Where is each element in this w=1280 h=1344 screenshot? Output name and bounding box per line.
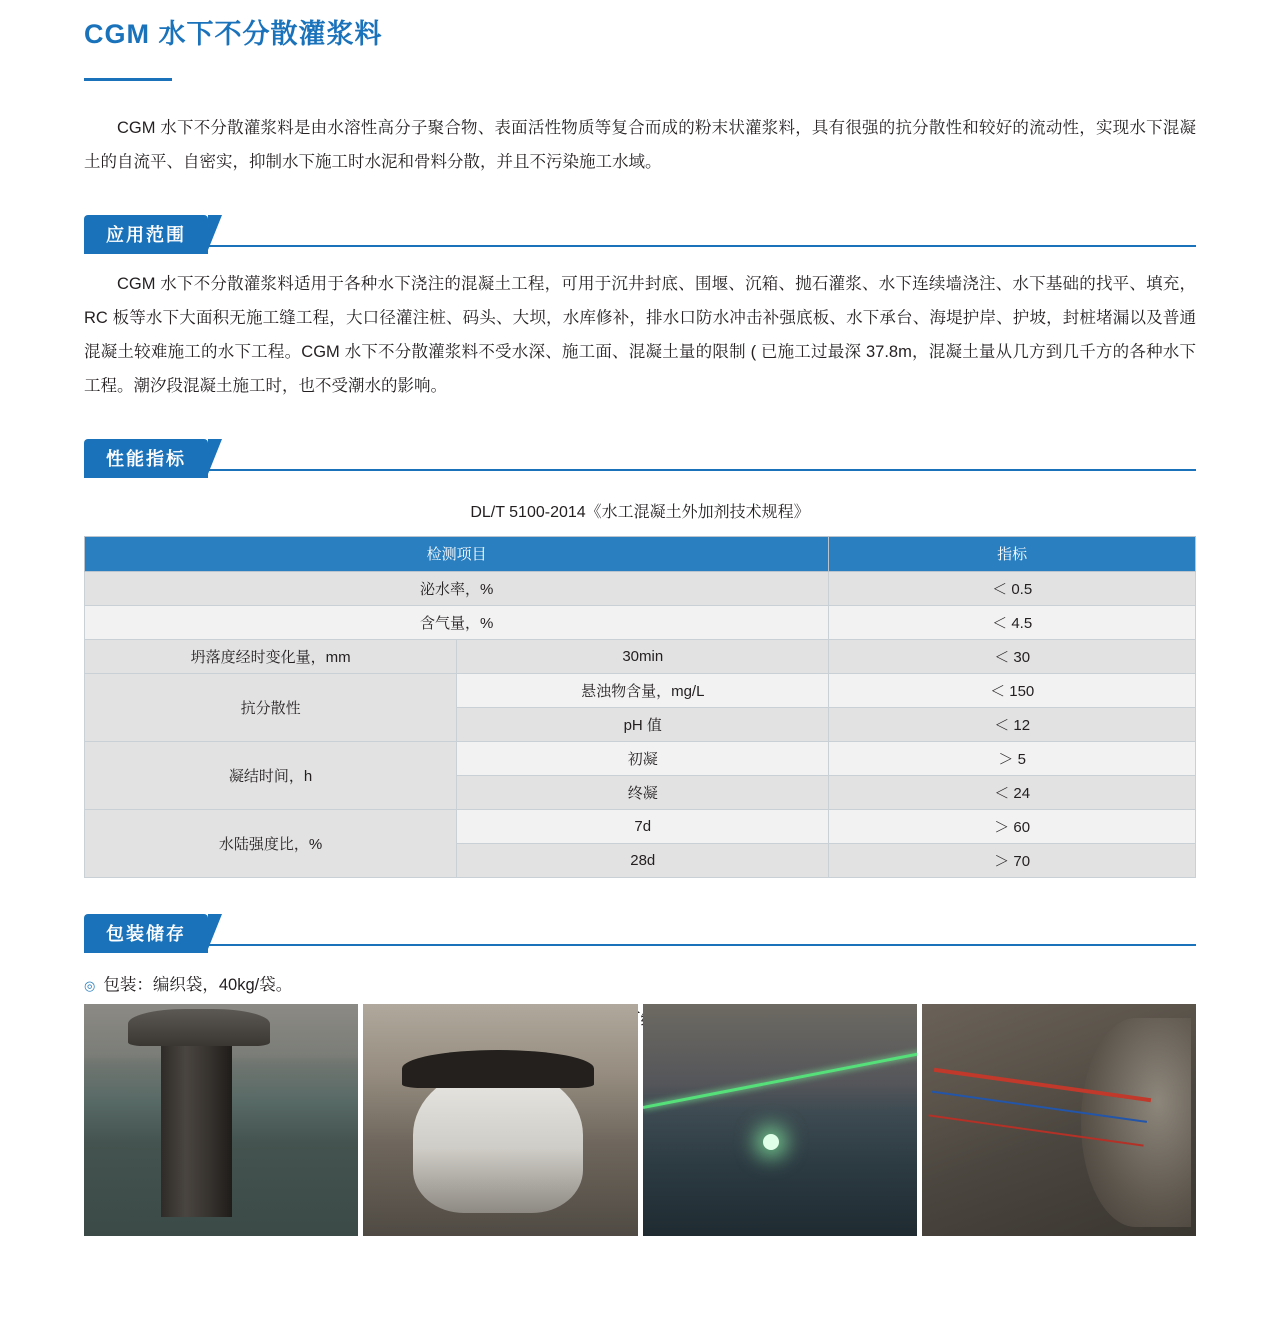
cell-sub: 终凝 (457, 775, 829, 809)
cell-sub: 初凝 (457, 741, 829, 775)
section-rule (84, 944, 1196, 946)
cell-value: ＜ 0.5 (829, 571, 1196, 605)
cell-item: 含气量，% (85, 605, 829, 639)
performance-table (84, 536, 1196, 878)
table-row (85, 605, 1196, 639)
table-row (85, 809, 1196, 843)
section-header-packaging (84, 914, 1196, 948)
section-title-packaging: 包装储存 (84, 914, 208, 953)
table-row (85, 571, 1196, 605)
cell-item: 坍落度经时变化量，mm (85, 639, 457, 673)
cell-sub: 悬浊物含量，mg/L (457, 673, 829, 707)
cell-value: ＞ 5 (829, 741, 1196, 775)
photo-bridge-over-water (643, 1004, 917, 1236)
cell-sub: 7d (457, 809, 829, 843)
section-title-scope: 应用范围 (84, 215, 208, 254)
table-caption: DL/T 5100-2014《水工混凝土外加剂技术规程》 (470, 503, 810, 521)
photo-underwater-pier (84, 1004, 358, 1236)
section-rule (84, 245, 1196, 247)
section-title-performance: 性能指标 (84, 439, 208, 478)
cell-item: 水陆强度比，% (85, 809, 457, 877)
photo-shaft-bottom (922, 1004, 1196, 1236)
cell-sub: 30min (457, 639, 829, 673)
photo-strip (84, 1004, 1196, 1236)
section-rule (84, 469, 1196, 471)
cell-value: ＜ 150 (829, 673, 1196, 707)
title-underline (84, 78, 172, 81)
cell-item: 抗分散性 (85, 673, 457, 741)
cell-sub: pH 值 (457, 707, 829, 741)
list-item (84, 968, 1196, 1003)
cell-value: ＜ 30 (829, 639, 1196, 673)
cell-item: 凝结时间，h (85, 741, 457, 809)
cell-sub: 28d (457, 843, 829, 877)
cell-value: ＞ 60 (829, 809, 1196, 843)
intro-paragraph: CGM 水下不分散灌浆料是由水溶性高分子聚合物、表面活性物质等复合而成的粉末状灌浆料，具有很强的抗分散性和较好的流动性，实现水下混凝土的自流平、自密实，抑制水下施工时水泥和骨料分散，并且不污染施工水域。 (84, 118, 1196, 171)
table-header-row (85, 536, 1196, 571)
table-header-item: 检测项目 (85, 536, 829, 571)
section-header-scope (84, 215, 1196, 249)
table-header-index: 指标 (829, 536, 1196, 571)
table-row (85, 741, 1196, 775)
list-item-label: 包装：编织袋，40kg/袋。 (103, 975, 293, 994)
cell-value: ＜ 24 (829, 775, 1196, 809)
table-row (85, 639, 1196, 673)
cell-value: ＜ 4.5 (829, 605, 1196, 639)
scope-paragraph: CGM 水下不分散灌浆料适用于各种水下浇注的混凝土工程，可用于沉井封底、围堰、沉箱、抛石灌浆、水下连续墙浇注、水下基础的找平、填充，RC 板等水下大面积无施工缝工程，大口径灌注桩、码头、大坝，水库修补，排水口防水冲击补强底板、水下承台、海堤护岸、护坡，封桩堵漏以及普通混凝土较难施工的水下工程。CGM 水下不分散灌浆料不受水深、施工面、混凝土量的限制 ( 已施工过最深 37.8m，混凝土量从几方到几千方的各种水下工程。潮汐段混凝土施工时，也不受潮水的影响。 (84, 274, 1196, 395)
cell-value: ＜ 12 (829, 707, 1196, 741)
circle-bullet-icon: ◎ (84, 977, 96, 993)
table-row (85, 673, 1196, 707)
photo-repaired-pier (363, 1004, 637, 1236)
cell-value: ＞ 70 (829, 843, 1196, 877)
page-title: CGM 水下不分散灌浆料 (84, 19, 383, 49)
section-header-performance (84, 439, 1196, 473)
cell-item: 泌水率，% (85, 571, 829, 605)
